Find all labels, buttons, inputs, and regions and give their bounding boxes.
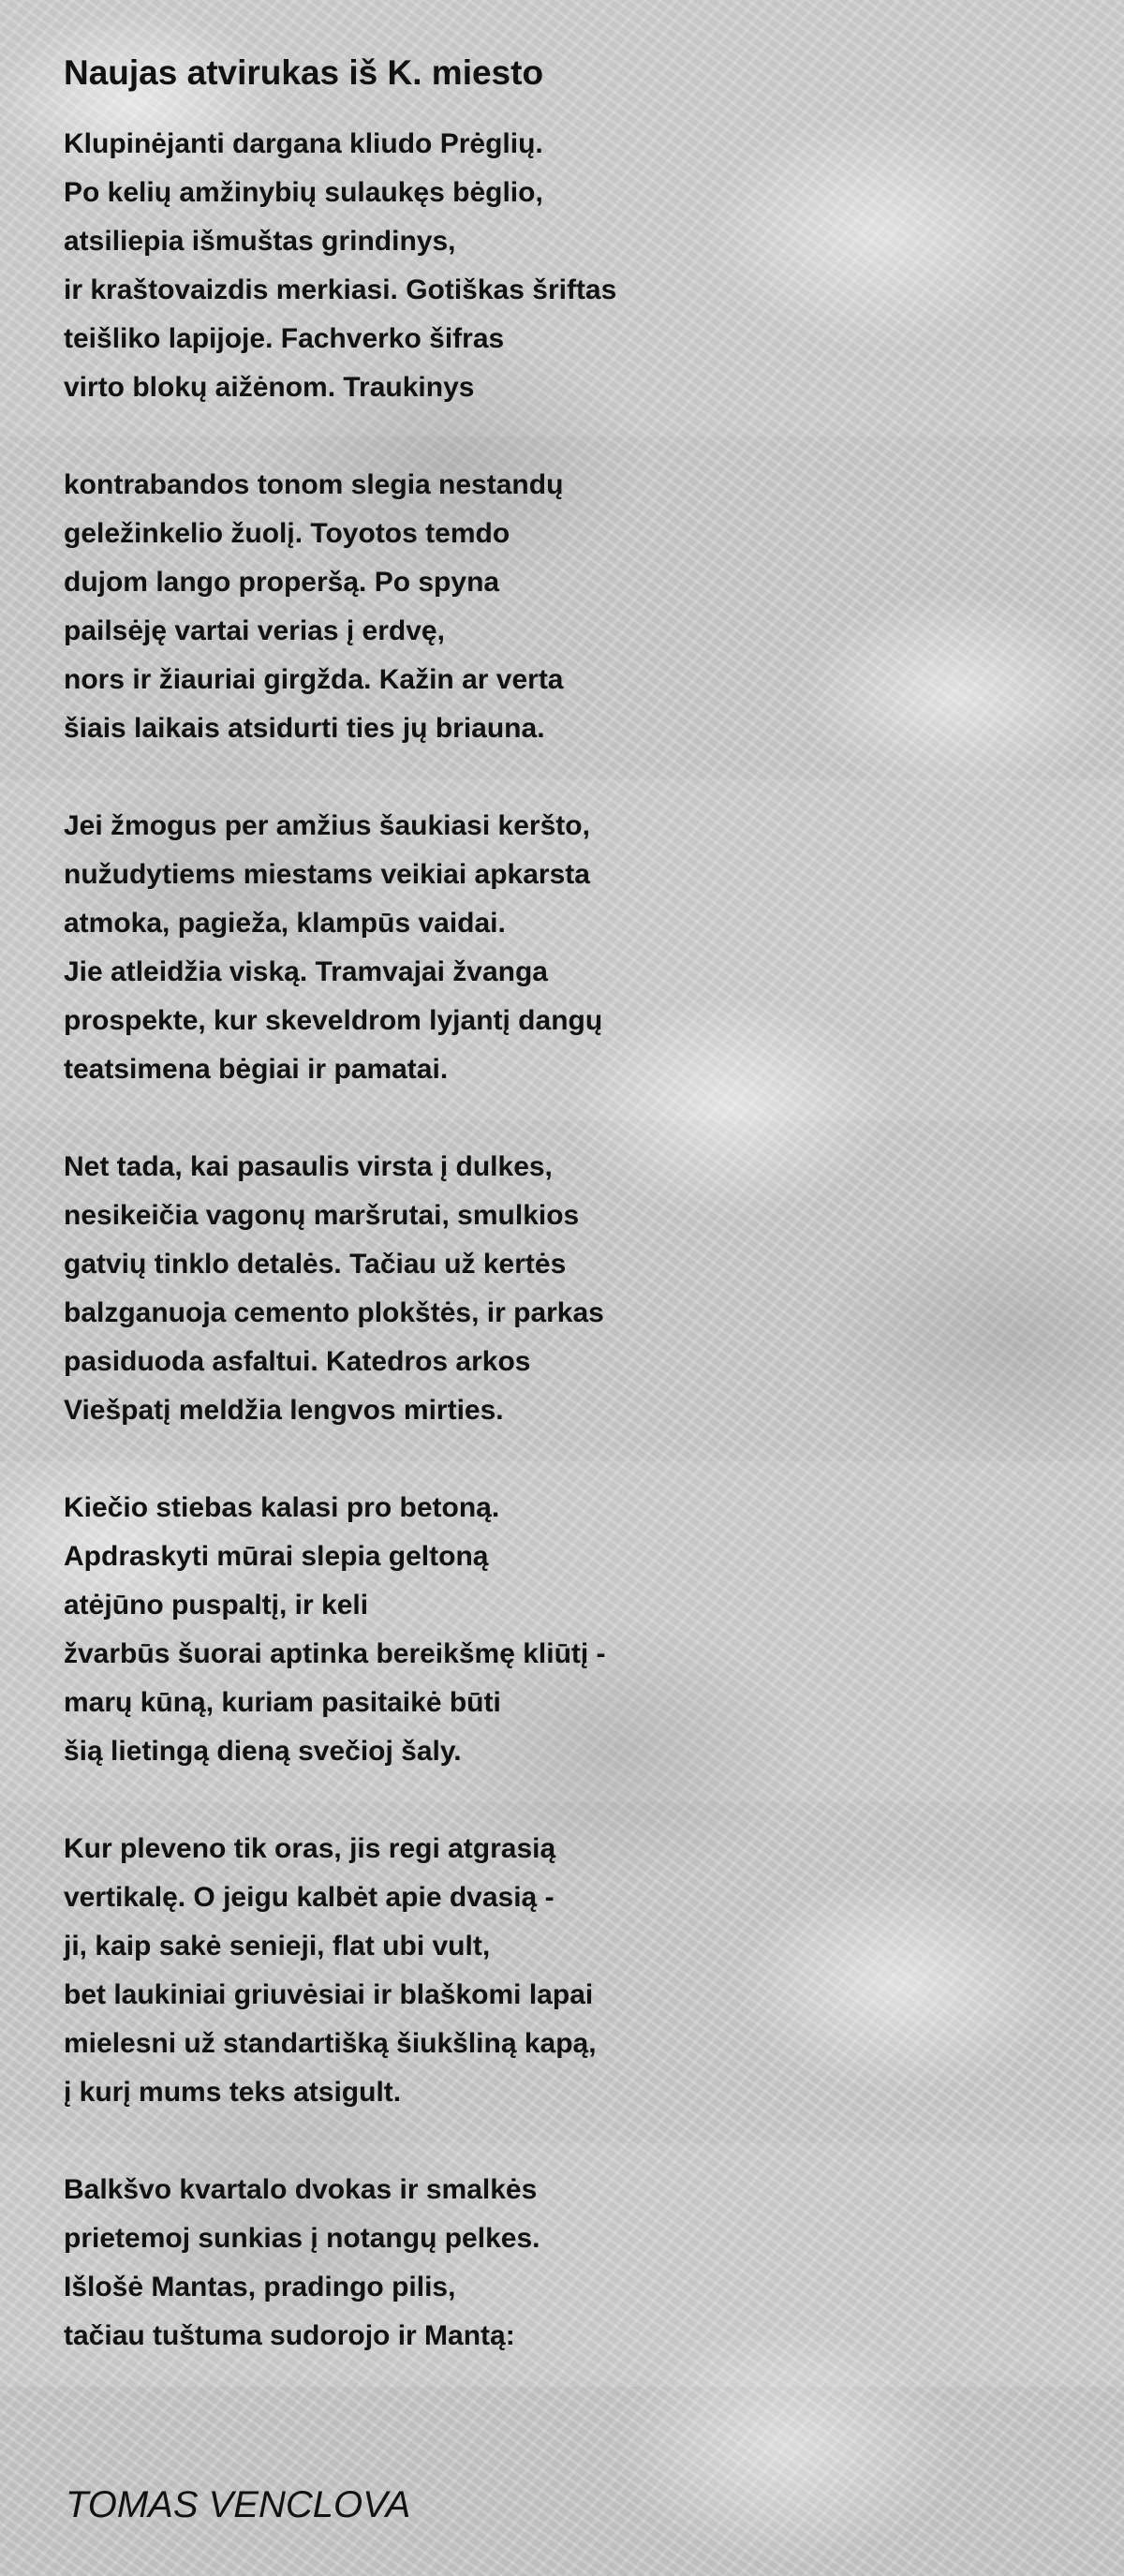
- poem-line: gatvių tinklo detalės. Tačiau už kertės: [64, 1249, 567, 1280]
- poem-line: Po kelių amžinybių sulaukęs bėglio,: [64, 177, 543, 208]
- stanza: [64, 1143, 1075, 1435]
- poem-line: atėjūno puspaltį, ir keli: [64, 1590, 369, 1621]
- poem-line: atsiliepia išmuštas grindinys,: [64, 226, 456, 257]
- poem-line: nužudytiems miestams veikiai apkarsta: [64, 859, 590, 890]
- poem-line: ji, kaip sakė senieji, flat ubi vult,: [64, 1931, 491, 1962]
- poem-line: Kiečio stiebas kalasi pro betoną.: [64, 1492, 500, 1523]
- poem-line: Jei žmogus per amžius šaukiasi keršto,: [64, 810, 590, 841]
- poem-line: nors ir žiauriai girgžda. Kažin ar verta: [64, 664, 564, 695]
- poem-line: šią lietingą dieną svečioj šaly.: [64, 1736, 462, 1767]
- poem-line: prietemoj sunkias į notangų pelkes.: [64, 2223, 540, 2254]
- stanza: [64, 802, 1075, 1094]
- poem-line: pailsėję vartai verias į erdvę,: [64, 615, 445, 646]
- poem-line: Viešpatį meldžia lengvos mirties.: [64, 1395, 504, 1426]
- stanza: [64, 461, 1075, 753]
- stanza: [64, 2166, 1075, 2361]
- poem-line: šiais laikais atsidurti ties jų briauna.: [64, 713, 545, 744]
- poem-line: Klupinėjanti dargana kliudo Prėglių.: [64, 128, 543, 159]
- poem-line: bet laukiniai griuvėsiai ir blaškomi lapai: [64, 1979, 594, 2010]
- poem-line: Jie atleidžia viską. Tramvajai žvanga: [64, 956, 548, 987]
- poem-line: nesikeičia vagonų maršrutai, smulkios: [64, 1200, 580, 1231]
- poem-line: žvarbūs šuorai aptinka bereikšmę kliūtį -: [64, 1638, 606, 1669]
- poem-line: geležinkelio žuolį. Toyotos temdo: [64, 518, 510, 549]
- poem-title: Naujas atvirukas iš K. miesto: [64, 53, 544, 92]
- poem-line: balzganuoja cemento plokštės, ir parkas: [64, 1297, 604, 1328]
- poem-line: prospekte, kur skeveldrom lyjantį dangų: [64, 1005, 603, 1036]
- poem-line: ir kraštovaizdis merkiasi. Gotiškas šriftas: [64, 274, 617, 305]
- poem-line: marų kūną, kuriam pasitaikė būti: [64, 1687, 501, 1718]
- poem-line: vertikalę. O jeigu kalbėt apie dvasią -: [64, 1882, 555, 1913]
- poem-line: dujom lango properšą. Po spyna: [64, 567, 500, 598]
- stanza: [64, 120, 1075, 412]
- poem-line: tačiau tuštuma sudorojo ir Mantą:: [64, 2320, 515, 2351]
- poem-line: Išlošė Mantas, pradingo pilis,: [64, 2272, 456, 2302]
- poem-line: pasiduoda asfaltui. Katedros arkos: [64, 1346, 531, 1377]
- stanza: [64, 1484, 1075, 1776]
- poem-line: Apdraskyti mūrai slepia geltoną: [64, 1541, 489, 1572]
- poem-line: Net tada, kai pasaulis virsta į dulkes,: [64, 1151, 553, 1182]
- poem-line: Balkšvo kvartalo dvokas ir smalkės: [64, 2174, 538, 2205]
- poem-card: [64, 47, 1075, 2361]
- stanza: [64, 1825, 1075, 2117]
- poem-line: teatsimena bėgiai ir pamatai.: [64, 1054, 449, 1085]
- author-name: TOMAS VENCLOVA: [66, 2484, 411, 2525]
- poem-line: teišliko lapijoje. Fachverko šifras: [64, 323, 505, 354]
- poem-line: mielesni už standartišką šiukšliną kapą,: [64, 2028, 597, 2059]
- poem-line: atmoka, pagieža, klampūs vaidai.: [64, 908, 506, 939]
- poem-line: Kur pleveno tik oras, jis regi atgrasią: [64, 1833, 556, 1864]
- poem-line: virto blokų aižėnom. Traukinys: [64, 372, 475, 403]
- poem-body: [64, 120, 1075, 2361]
- poem-line: kontrabandos tonom slegia nestandų: [64, 469, 564, 500]
- poem-line: į kurį mums teks atsigult.: [64, 2077, 402, 2108]
